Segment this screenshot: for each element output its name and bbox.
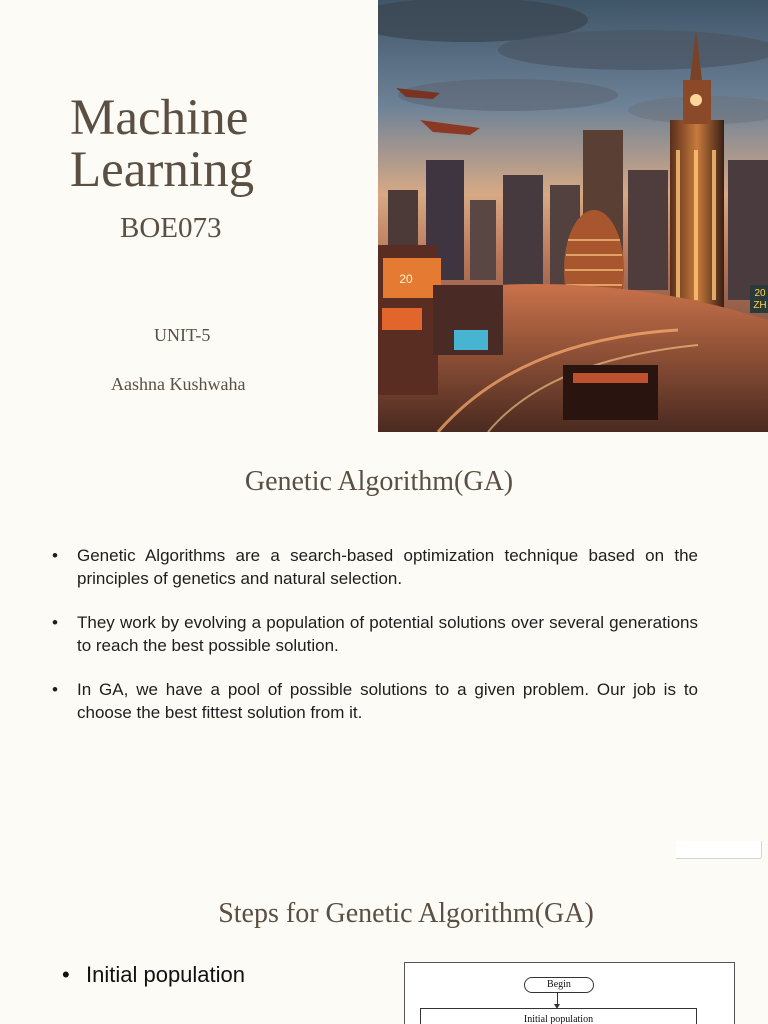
slide-title — [70, 92, 254, 196]
steps-slide — [0, 864, 768, 1024]
title-line-2: Learning — [70, 142, 255, 198]
unit-label: UNIT-5 — [154, 325, 211, 345]
futuristic-city-image — [378, 0, 768, 432]
sign-text-3: ZH — [753, 300, 767, 311]
course-code: BOE073 — [120, 212, 222, 244]
ga-slide — [0, 432, 768, 864]
step-item: • Initial population — [62, 962, 245, 988]
notes-box[interactable] — [676, 841, 762, 859]
slide-heading: Steps for Genetic Algorithm(GA) — [218, 898, 594, 929]
ga-flowchart — [404, 962, 735, 1024]
sign-text-2: 20 — [754, 288, 766, 299]
bullet-item: • In GA, we have a pool of possible solutions to a given problem. Our job is to choose the best fittest solution from it. — [52, 679, 698, 724]
flowchart-initial-population-node: Initial population — [420, 1008, 697, 1024]
title-slide — [0, 0, 768, 432]
steps-list — [62, 962, 245, 1006]
bullet-list — [52, 545, 698, 746]
flowchart-begin-node: Begin — [524, 977, 594, 993]
bullet-item: • They work by evolving a population of potential solutions over several generations to reach the best possible solution. — [52, 612, 698, 657]
slide-heading: Genetic Algorithm(GA) — [244, 466, 514, 497]
title-line-1: Machine — [70, 90, 249, 146]
author-name: Aashna Kushwaha — [111, 374, 246, 394]
bullet-item: • Genetic Algorithms are a search-based optimization technique based on the principles of genetics and natural selection. — [52, 545, 698, 590]
sign-text-1: 20 — [399, 272, 413, 286]
